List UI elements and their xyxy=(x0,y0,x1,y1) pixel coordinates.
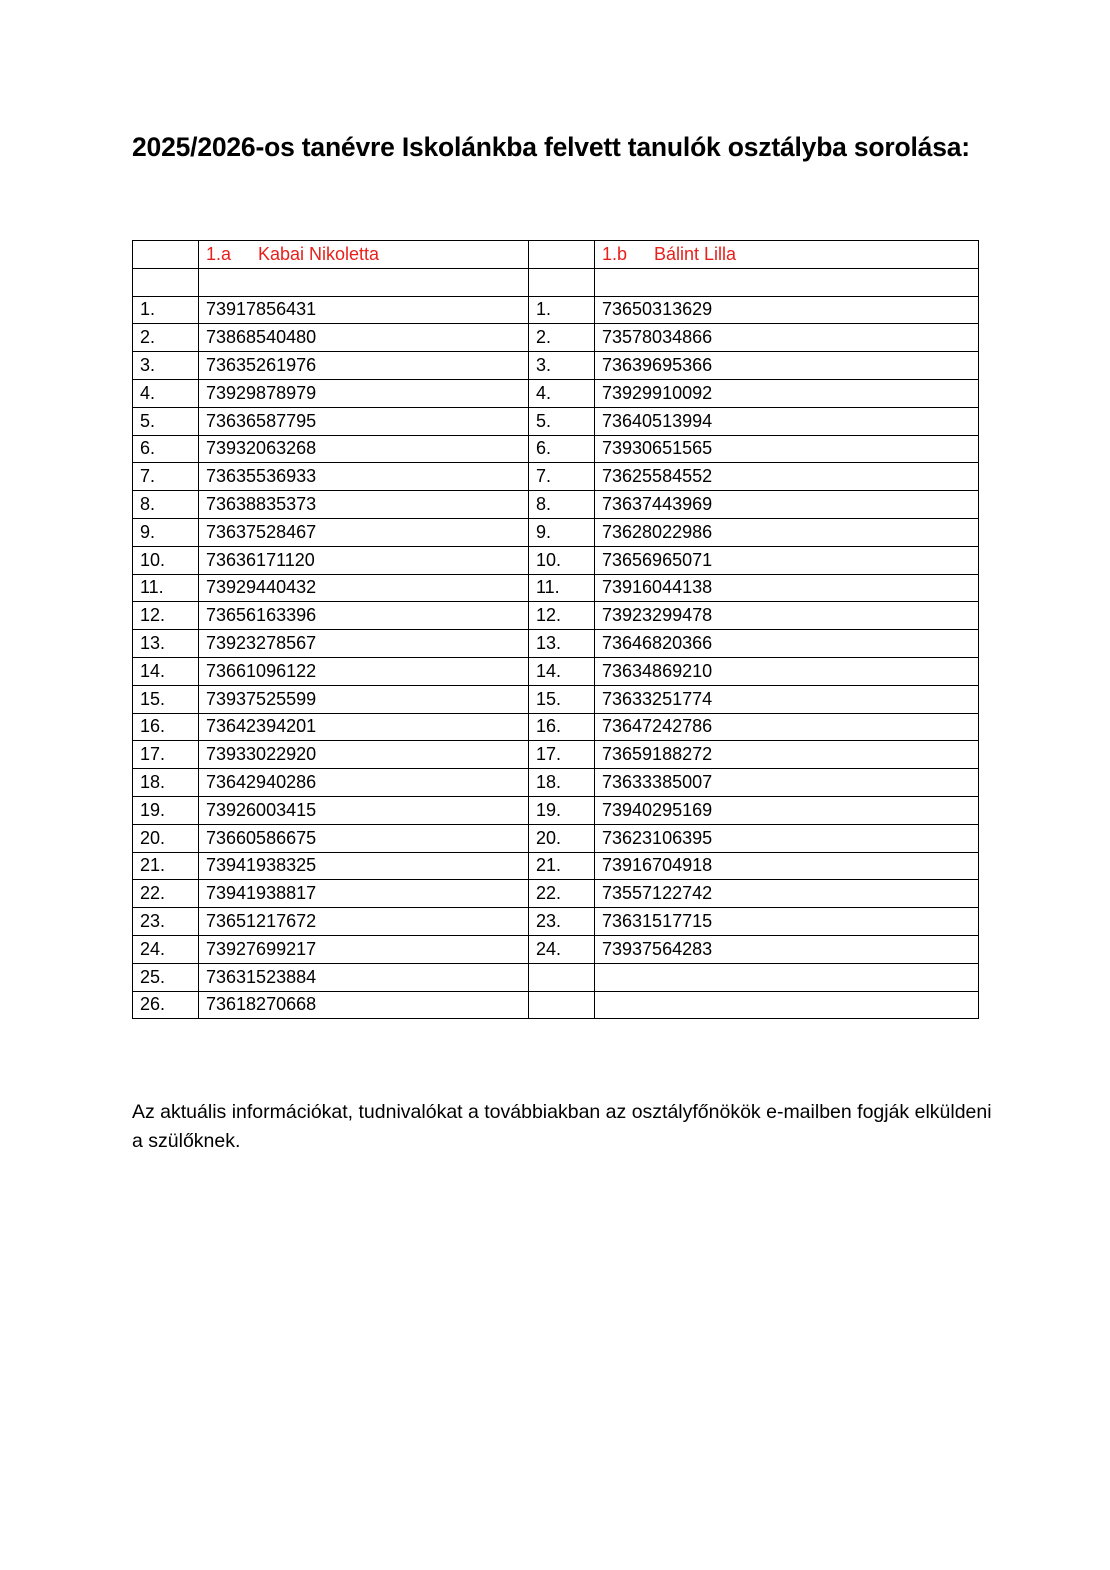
class-a-student-number: 24. xyxy=(133,935,199,963)
class-a-student-id: 73941938817 xyxy=(199,880,529,908)
class-a-student-id: 73868540480 xyxy=(199,324,529,352)
class-roster-table xyxy=(132,240,979,1019)
class-a-student-number: 11. xyxy=(133,574,199,602)
class-a-student-id: 73937525599 xyxy=(199,685,529,713)
class-b-student-id: 73916044138 xyxy=(595,574,979,602)
class-b-student-number: 11. xyxy=(529,574,595,602)
class-a-student-number: 13. xyxy=(133,630,199,658)
empty-cell xyxy=(199,268,529,296)
class-b-student-id: 73929910092 xyxy=(595,379,979,407)
class-a-student-number: 12. xyxy=(133,602,199,630)
class-a-student-number: 6. xyxy=(133,435,199,463)
class-a-student-number: 1. xyxy=(133,296,199,324)
class-b-student-number: 17. xyxy=(529,741,595,769)
class-a-student-id: 73932063268 xyxy=(199,435,529,463)
header-blank-cell xyxy=(133,241,199,269)
class-a-student-id: 73631523884 xyxy=(199,963,529,991)
student-row xyxy=(133,852,979,880)
empty-cell xyxy=(595,963,979,991)
class-b-teacher: Bálint Lilla xyxy=(654,243,737,264)
student-row xyxy=(133,407,979,435)
class-a-student-id: 73656163396 xyxy=(199,602,529,630)
student-row xyxy=(133,463,979,491)
class-a-student-number: 8. xyxy=(133,491,199,519)
class-b-student-number: 5. xyxy=(529,407,595,435)
roster-body xyxy=(133,241,979,1019)
class-a-student-number: 10. xyxy=(133,546,199,574)
class-a-student-number: 17. xyxy=(133,741,199,769)
class-a-student-number: 21. xyxy=(133,852,199,880)
class-b-student-id: 73916704918 xyxy=(595,852,979,880)
student-row xyxy=(133,657,979,685)
class-b-student-number: 9. xyxy=(529,518,595,546)
class-a-student-id: 73618270668 xyxy=(199,991,529,1019)
class-b-student-id: 73628022986 xyxy=(595,518,979,546)
class-b-student-id: 73930651565 xyxy=(595,435,979,463)
class-a-student-id: 73635536933 xyxy=(199,463,529,491)
class-a-student-number: 19. xyxy=(133,796,199,824)
class-a-student-id: 73642394201 xyxy=(199,713,529,741)
class-a-student-id: 73926003415 xyxy=(199,796,529,824)
student-row xyxy=(133,741,979,769)
class-b-student-number: 2. xyxy=(529,324,595,352)
empty-cell xyxy=(595,991,979,1019)
student-row xyxy=(133,574,979,602)
class-a-student-id: 73636171120 xyxy=(199,546,529,574)
class-b-code: 1.b xyxy=(602,243,628,264)
student-row xyxy=(133,546,979,574)
class-b-student-id: 73647242786 xyxy=(595,713,979,741)
class-b-student-id: 73659188272 xyxy=(595,741,979,769)
class-a-student-id: 73941938325 xyxy=(199,852,529,880)
class-b-student-id: 73633251774 xyxy=(595,685,979,713)
class-b-student-id: 73631517715 xyxy=(595,908,979,936)
class-a-student-number: 14. xyxy=(133,657,199,685)
class-b-student-number: 7. xyxy=(529,463,595,491)
class-a-student-id: 73637528467 xyxy=(199,518,529,546)
class-b-student-id: 73633385007 xyxy=(595,769,979,797)
class-a-student-id: 73917856431 xyxy=(199,296,529,324)
student-row xyxy=(133,352,979,380)
class-b-student-id: 73623106395 xyxy=(595,824,979,852)
class-a-student-id: 73933022920 xyxy=(199,741,529,769)
student-row xyxy=(133,991,979,1019)
class-b-student-number: 18. xyxy=(529,769,595,797)
class-b-student-id: 73557122742 xyxy=(595,880,979,908)
class-a-student-number: 15. xyxy=(133,685,199,713)
class-b-student-number: 12. xyxy=(529,602,595,630)
class-b-student-number: 10. xyxy=(529,546,595,574)
student-row xyxy=(133,713,979,741)
class-b-student-id: 73625584552 xyxy=(595,463,979,491)
class-b-student-id: 73639695366 xyxy=(595,352,979,380)
student-row xyxy=(133,824,979,852)
class-b-student-number: 21. xyxy=(529,852,595,880)
class-a-student-id: 73651217672 xyxy=(199,908,529,936)
class-b-student-id: 73923299478 xyxy=(595,602,979,630)
class-b-student-id: 73634869210 xyxy=(595,657,979,685)
student-row xyxy=(133,379,979,407)
class-a-student-number: 26. xyxy=(133,991,199,1019)
class-b-student-number: 8. xyxy=(529,491,595,519)
class-b-student-id: 73650313629 xyxy=(595,296,979,324)
class-a-student-number: 7. xyxy=(133,463,199,491)
class-b-student-id: 73637443969 xyxy=(595,491,979,519)
class-a-student-number: 22. xyxy=(133,880,199,908)
class-a-student-id: 73929878979 xyxy=(199,379,529,407)
class-a-header xyxy=(199,241,529,269)
class-b-student-number: 16. xyxy=(529,713,595,741)
class-b-student-number: 15. xyxy=(529,685,595,713)
class-a-code: 1.a xyxy=(206,243,232,264)
class-b-student-number: 4. xyxy=(529,379,595,407)
empty-cell xyxy=(529,991,595,1019)
class-a-student-id: 73929440432 xyxy=(199,574,529,602)
empty-cell xyxy=(133,268,199,296)
student-row xyxy=(133,630,979,658)
class-a-student-number: 18. xyxy=(133,769,199,797)
student-row xyxy=(133,296,979,324)
class-a-student-number: 16. xyxy=(133,713,199,741)
class-a-student-id: 73638835373 xyxy=(199,491,529,519)
student-row xyxy=(133,491,979,519)
class-a-student-id: 73642940286 xyxy=(199,769,529,797)
class-a-student-number: 4. xyxy=(133,379,199,407)
empty-cell xyxy=(595,268,979,296)
student-row xyxy=(133,602,979,630)
class-b-student-id: 73646820366 xyxy=(595,630,979,658)
class-a-student-number: 5. xyxy=(133,407,199,435)
page-title: 2025/2026-os tanévre Iskolánkba felvett tanulók osztályba sorolása: xyxy=(132,132,970,162)
class-a-student-number: 3. xyxy=(133,352,199,380)
student-row xyxy=(133,685,979,713)
student-row xyxy=(133,324,979,352)
class-b-student-number: 6. xyxy=(529,435,595,463)
class-a-student-number: 25. xyxy=(133,963,199,991)
class-b-header xyxy=(595,241,979,269)
class-b-student-number: 13. xyxy=(529,630,595,658)
student-row xyxy=(133,908,979,936)
student-row xyxy=(133,880,979,908)
class-a-student-id: 73636587795 xyxy=(199,407,529,435)
class-a-student-id: 73923278567 xyxy=(199,630,529,658)
footer-note: Az aktuális információkat, tudnivalókat a továbbiakban az osztályfőnökök e-mailben fogják elküldeni a szülőknek. xyxy=(132,1101,992,1152)
student-row xyxy=(133,935,979,963)
class-a-student-number: 20. xyxy=(133,824,199,852)
empty-cell xyxy=(529,268,595,296)
student-row xyxy=(133,796,979,824)
empty-cell xyxy=(529,963,595,991)
class-a-student-number: 23. xyxy=(133,908,199,936)
class-b-student-number: 14. xyxy=(529,657,595,685)
student-row xyxy=(133,963,979,991)
class-a-teacher: Kabai Nikoletta xyxy=(258,243,380,264)
student-row xyxy=(133,518,979,546)
class-b-student-number: 24. xyxy=(529,935,595,963)
class-a-student-id: 73660586675 xyxy=(199,824,529,852)
student-row xyxy=(133,435,979,463)
class-a-student-id: 73927699217 xyxy=(199,935,529,963)
class-b-student-id: 73578034866 xyxy=(595,324,979,352)
header-blank-cell xyxy=(529,241,595,269)
class-b-student-number: 1. xyxy=(529,296,595,324)
spacer-row xyxy=(133,268,979,296)
class-a-student-number: 9. xyxy=(133,518,199,546)
class-b-student-id: 73937564283 xyxy=(595,935,979,963)
class-b-student-number: 22. xyxy=(529,880,595,908)
class-a-student-id: 73661096122 xyxy=(199,657,529,685)
class-b-student-id: 73656965071 xyxy=(595,546,979,574)
class-a-student-id: 73635261976 xyxy=(199,352,529,380)
class-a-student-number: 2. xyxy=(133,324,199,352)
class-b-student-number: 20. xyxy=(529,824,595,852)
class-b-student-number: 3. xyxy=(529,352,595,380)
class-b-student-number: 23. xyxy=(529,908,595,936)
class-b-student-id: 73640513994 xyxy=(595,407,979,435)
class-header-row xyxy=(133,241,979,269)
student-row xyxy=(133,769,979,797)
class-b-student-number: 19. xyxy=(529,796,595,824)
class-b-student-id: 73940295169 xyxy=(595,796,979,824)
